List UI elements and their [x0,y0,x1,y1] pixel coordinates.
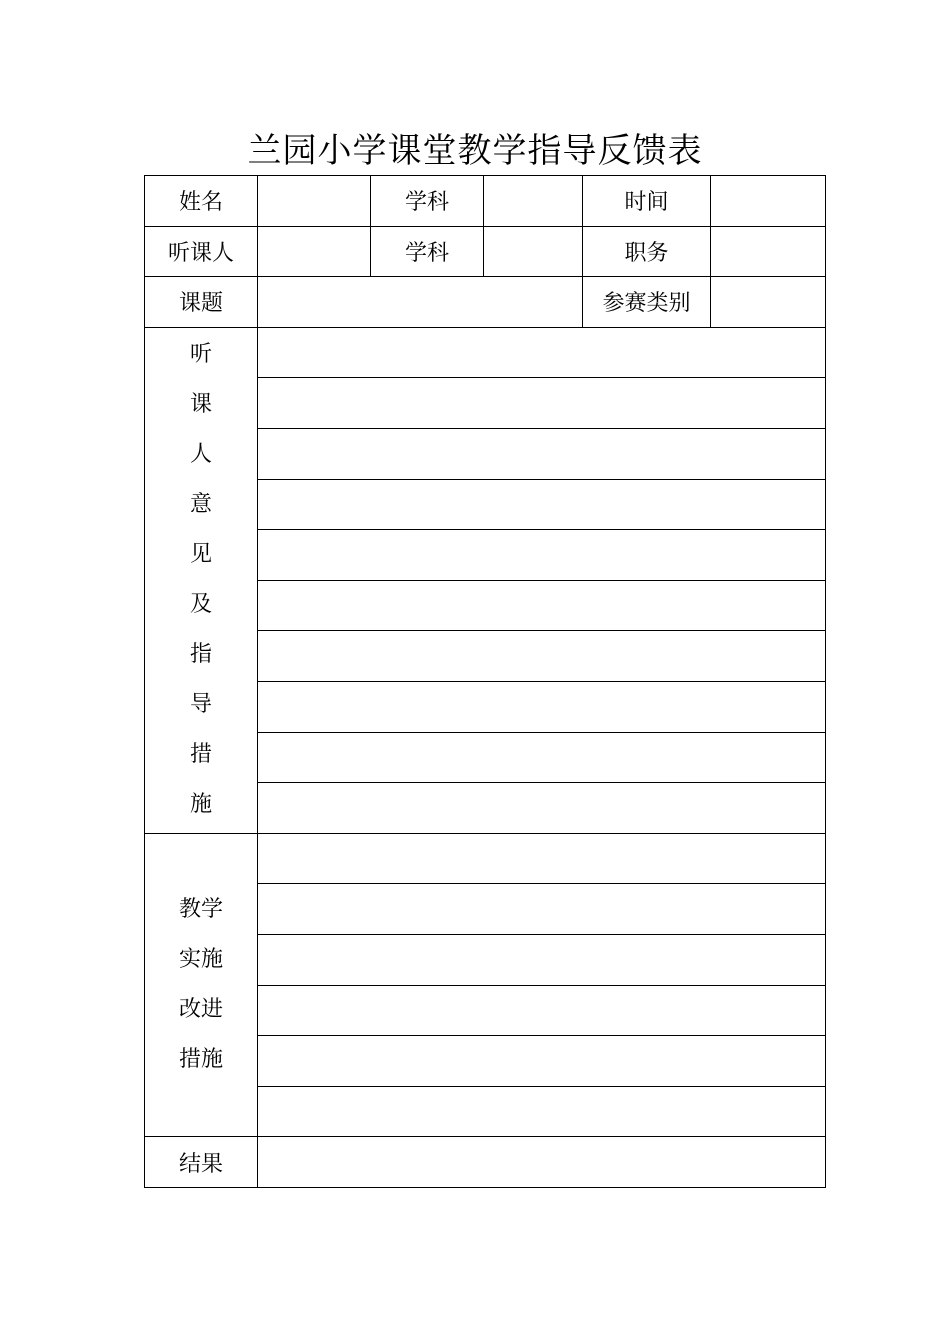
topic-value-cell[interactable] [258,277,583,328]
improvement-line[interactable] [258,1086,826,1137]
result-label: 结果 [145,1137,258,1188]
feedback-table [144,175,826,1188]
improvement-label-line: 措施 [178,1047,223,1072]
row-observer [145,226,826,277]
observer-value-cell[interactable] [258,226,371,277]
opinion-line[interactable] [258,580,826,631]
opinion-label-char: 指 [189,642,212,668]
improvement-line[interactable] [258,1036,826,1087]
position-value-cell[interactable] [711,226,826,277]
observer-label: 听课人 [145,226,258,277]
opinion-label-char: 见 [189,542,212,568]
subject-label-1: 学科 [371,176,484,227]
opinion-label-char: 人 [189,442,212,468]
topic-label: 课题 [145,277,258,328]
category-label: 参赛类别 [583,277,711,328]
position-label: 职务 [583,226,711,277]
opinion-label-char: 课 [189,392,212,418]
improvement-label-line: 实施 [178,947,223,972]
opinion-label-char: 听 [189,342,212,368]
opinion-line[interactable] [258,783,826,834]
opinion-label-char: 意 [189,492,212,518]
opinion-line[interactable] [258,327,826,378]
improvement-line[interactable] [258,833,826,884]
opinion-line[interactable] [258,428,826,479]
subject-value-cell-1[interactable] [484,176,583,227]
opinion-row [145,327,826,378]
subject-value-cell-2[interactable] [484,226,583,277]
opinion-line[interactable] [258,378,826,429]
opinion-line[interactable] [258,530,826,581]
opinion-label-char: 施 [189,792,212,818]
improvement-label-line: 改进 [178,997,223,1022]
improvement-label-line: 教学 [178,897,223,922]
opinion-label-cell [145,327,258,833]
form-title: 兰园小学课堂教学指导反馈表 [247,131,703,171]
row-topic [145,277,826,328]
improvement-line[interactable] [258,934,826,985]
improvement-label-cell [145,833,258,1137]
opinion-line[interactable] [258,681,826,732]
opinion-label-char: 措 [189,742,212,768]
improvement-row [145,833,826,884]
opinion-line[interactable] [258,631,826,682]
opinion-label [145,330,257,830]
name-value-cell[interactable] [258,176,371,227]
row-result [145,1137,826,1188]
improvement-label [145,885,257,1085]
time-label: 时间 [583,176,711,227]
subject-label-2: 学科 [371,226,484,277]
opinion-label-char: 及 [189,592,212,618]
category-value-cell[interactable] [711,277,826,328]
opinion-line[interactable] [258,479,826,530]
name-label: 姓名 [145,176,258,227]
opinion-label-char: 导 [189,692,212,718]
improvement-line[interactable] [258,985,826,1036]
result-value-cell[interactable] [258,1137,826,1188]
time-value-cell[interactable] [711,176,826,227]
improvement-line[interactable] [258,884,826,935]
opinion-line[interactable] [258,732,826,783]
row-name [145,176,826,227]
